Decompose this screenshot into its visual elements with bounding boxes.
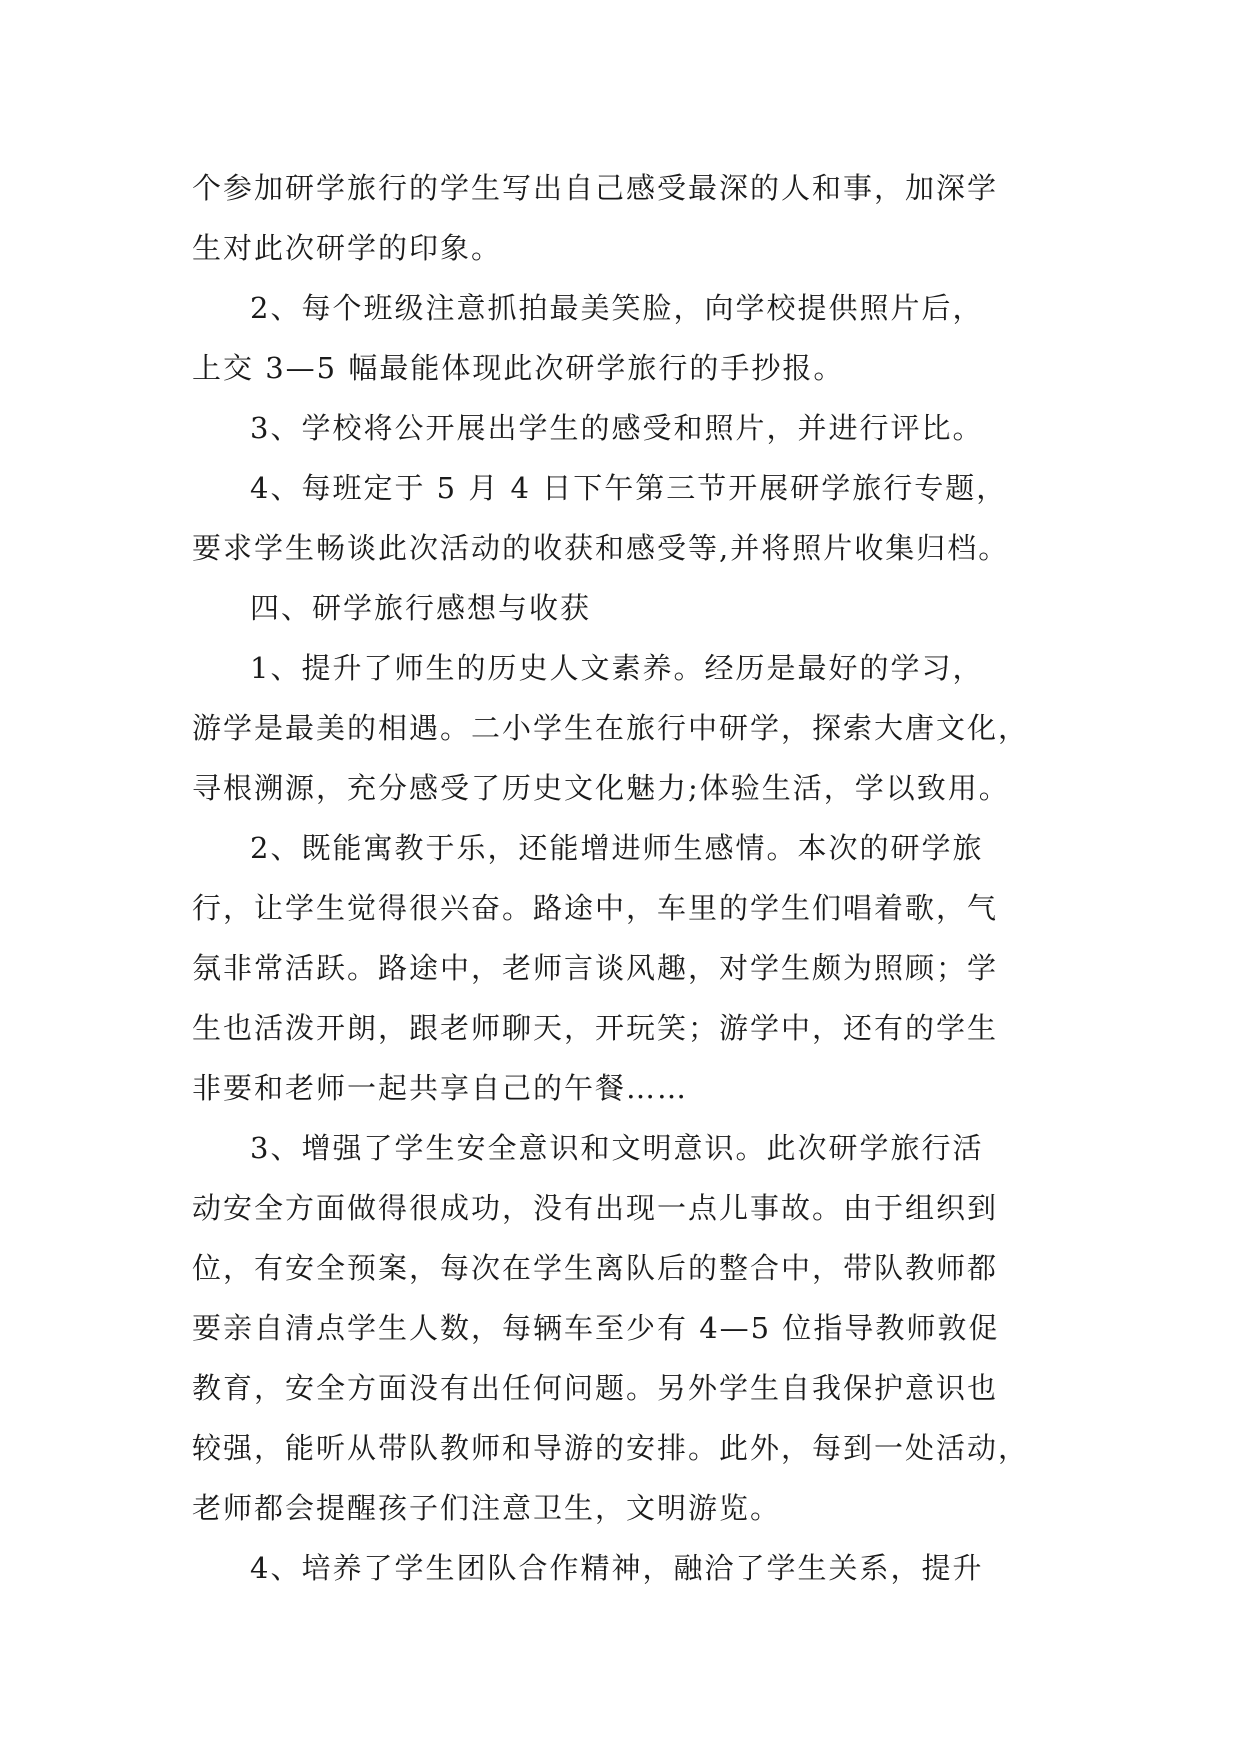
text-line: 4、培养了学生团队合作精神，融洽了学生关系，提升 xyxy=(250,1551,984,1585)
text-line: 行，让学生觉得很兴奋。路途中，车里的学生们唱着歌，气 xyxy=(192,891,999,925)
text-line: 上交 3—5 幅最能体现此次研学旅行的手抄报。 xyxy=(192,351,845,385)
paragraph-6 xyxy=(192,638,1052,818)
paragraph-1 xyxy=(192,158,1052,278)
section-heading-text: 四、研学旅行感想与收获 xyxy=(250,591,592,625)
paragraph-9 xyxy=(192,1538,1052,1598)
paragraph-2 xyxy=(192,278,1052,398)
text-line: 3、增强了学生安全意识和文明意识。此次研学旅行活 xyxy=(250,1131,984,1165)
text-line: 动安全方面做得很成功，没有出现一点儿事故。由于组织到 xyxy=(192,1191,999,1225)
document-body xyxy=(192,158,1052,1598)
text-line: 2、每个班级注意抓拍最美笑脸，向学校提供照片后， xyxy=(250,291,984,325)
text-line: 2、既能寓教于乐，还能增进师生感情。本次的研学旅 xyxy=(250,831,984,865)
text-line: 老师都会提醒孩子们注意卫生，文明游览。 xyxy=(192,1491,782,1525)
text-line: 氛非常活跃。路途中，老师言谈风趣，对学生颇为照顾；学 xyxy=(192,951,999,985)
text-line: 生也活泼开朗，跟老师聊天，开玩笑；游学中，还有的学生 xyxy=(192,1011,999,1045)
text-line: 要求学生畅谈此次活动的收获和感受等,并将照片收集归档。 xyxy=(192,531,1010,565)
text-line: 要亲自清点学生人数，每辆车至少有 4—5 位指导教师敦促 xyxy=(192,1311,1000,1345)
paragraph-3 xyxy=(192,398,1052,458)
paragraph-7 xyxy=(192,818,1052,1118)
text-line: 非要和老师一起共享自己的午餐…… xyxy=(192,1071,689,1105)
text-line: 个参加研学旅行的学生写出自己感受最深的人和事，加深学 xyxy=(192,171,999,205)
text-line: 4、每班定于 5 月 4 日下午第三节开展研学旅行专题， xyxy=(250,471,1008,505)
text-line: 游学是最美的相遇。二小学生在旅行中研学，探索大唐文化， xyxy=(192,711,1030,745)
text-line: 位，有安全预案，每次在学生离队后的整合中，带队教师都 xyxy=(192,1251,999,1285)
text-line: 生对此次研学的印象。 xyxy=(192,231,503,265)
paragraph-4 xyxy=(192,458,1052,578)
text-line: 较强，能听从带队教师和导游的安排。此外，每到一处活动， xyxy=(192,1431,1030,1465)
text-line: 寻根溯源，充分感受了历史文化魅力;体验生活，学以致用。 xyxy=(192,771,1010,805)
text-line: 1、提升了师生的历史人文素养。经历是最好的学习， xyxy=(250,651,984,685)
paragraph-8 xyxy=(192,1118,1052,1538)
section-heading xyxy=(192,578,1052,638)
text-line: 教育，安全方面没有出任何问题。另外学生自我保护意识也 xyxy=(192,1371,999,1405)
text-line: 3、学校将公开展出学生的感受和照片，并进行评比。 xyxy=(250,411,984,445)
